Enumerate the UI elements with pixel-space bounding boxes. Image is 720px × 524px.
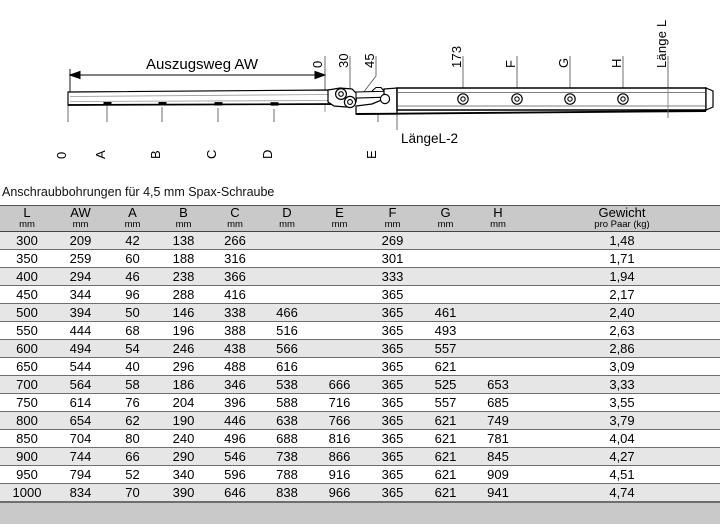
table-row [0, 448, 720, 466]
table-cell: 42 [107, 232, 158, 250]
table-cell: 488 [209, 358, 261, 376]
table-cell: 66 [107, 448, 158, 466]
table-row [0, 394, 720, 412]
col-header-f [366, 206, 419, 232]
table-cell: 550 [0, 322, 54, 340]
table-cell: 50 [107, 304, 158, 322]
table-cell: 654 [54, 412, 107, 430]
table-cell: 538 [261, 376, 313, 394]
spec-table [0, 205, 720, 502]
table-cell: 266 [209, 232, 261, 250]
table-cell: 316 [209, 250, 261, 268]
table-cell [313, 340, 366, 358]
table-cell: 646 [209, 484, 261, 502]
table-cell: 209 [54, 232, 107, 250]
table-cell: 400 [0, 268, 54, 286]
table-cell: 365 [366, 304, 419, 322]
table-cell: 54 [107, 340, 158, 358]
table-cell: 544 [54, 358, 107, 376]
table-cell: 588 [261, 394, 313, 412]
table-cell: 238 [158, 268, 209, 286]
table-row [0, 484, 720, 502]
table-cell: 269 [366, 232, 419, 250]
table-cell [419, 232, 472, 250]
table-cell: 450 [0, 286, 54, 304]
table-cell: 3,79 [524, 412, 720, 430]
table-cell [313, 268, 366, 286]
table-cell: 621 [419, 466, 472, 484]
table-cell: 900 [0, 448, 54, 466]
table-cell: 941 [472, 484, 524, 502]
table-cell: 638 [261, 412, 313, 430]
table-cell: 966 [313, 484, 366, 502]
table-row [0, 466, 720, 484]
table-cell: 1,48 [524, 232, 720, 250]
table-cell: 750 [0, 394, 54, 412]
table-cell: 294 [54, 268, 107, 286]
table-cell: 666 [313, 376, 366, 394]
table-cell: 190 [158, 412, 209, 430]
dimension-label-b: B [148, 150, 163, 159]
col-header-l [0, 206, 54, 232]
table-cell: 850 [0, 430, 54, 448]
col-header-gewicht-name: Gewicht [598, 205, 646, 220]
table-cell: 204 [158, 394, 209, 412]
dimension-label-laenge-l-2: LängeL-2 [401, 131, 459, 146]
table-cell: 68 [107, 322, 158, 340]
table-cell [472, 322, 524, 340]
table-cell: 621 [419, 448, 472, 466]
col-header-e-name: E [335, 205, 344, 220]
outer-rail [356, 88, 713, 114]
table-cell [261, 232, 313, 250]
table-cell: 52 [107, 466, 158, 484]
table-cell: 2,63 [524, 322, 720, 340]
table-cell: 700 [0, 376, 54, 394]
dimension-label-c: C [204, 149, 219, 159]
table-cell: 800 [0, 412, 54, 430]
table-row [0, 358, 720, 376]
table-cell: 3,09 [524, 358, 720, 376]
table-cell [472, 340, 524, 358]
table-cell: 288 [158, 286, 209, 304]
table-cell: 866 [313, 448, 366, 466]
table-cell: 3,33 [524, 376, 720, 394]
table-cell: 621 [419, 430, 472, 448]
table-cell: 557 [419, 394, 472, 412]
table-cell: 564 [54, 376, 107, 394]
table-cell [472, 250, 524, 268]
table-cell [261, 286, 313, 304]
table-cell: 333 [366, 268, 419, 286]
table-head [0, 206, 720, 232]
table-cell: 4,51 [524, 466, 720, 484]
table-cell [419, 286, 472, 304]
table-cell: 416 [209, 286, 261, 304]
table-cell: 650 [0, 358, 54, 376]
table-cell: 365 [366, 466, 419, 484]
table-cell: 290 [158, 448, 209, 466]
dimension-label-d: D [260, 149, 275, 159]
table-cell: 350 [0, 250, 54, 268]
table-cell: 909 [472, 466, 524, 484]
col-header-h [472, 206, 524, 232]
table-cell: 466 [261, 304, 313, 322]
dimension-label-173: 173 [449, 45, 464, 68]
table-row [0, 232, 720, 250]
table-cell: 186 [158, 376, 209, 394]
table-cell: 246 [158, 340, 209, 358]
table-cell: 493 [419, 322, 472, 340]
col-header-c [209, 206, 261, 232]
table-cell: 788 [261, 466, 313, 484]
table-cell: 365 [366, 286, 419, 304]
table-cell: 390 [158, 484, 209, 502]
table-cell [472, 268, 524, 286]
table-cell: 188 [158, 250, 209, 268]
col-header-h-unit: mm [490, 219, 506, 230]
table-cell: 2,40 [524, 304, 720, 322]
table-cell: 240 [158, 430, 209, 448]
table-cell: 525 [419, 376, 472, 394]
table-cell: 621 [419, 484, 472, 502]
table-cell [419, 250, 472, 268]
dimension-label-30: 30 [336, 53, 351, 68]
table-cell: 438 [209, 340, 261, 358]
table-cell: 653 [472, 376, 524, 394]
table-cell: 2,86 [524, 340, 720, 358]
col-header-b-name: B [179, 205, 188, 220]
col-header-l-name: L [23, 205, 31, 220]
table-footer-band [0, 502, 720, 524]
table-cell: 621 [419, 358, 472, 376]
table-cell: 338 [209, 304, 261, 322]
table-cell: 688 [261, 430, 313, 448]
table-cell: 1,94 [524, 268, 720, 286]
col-header-aw-name: AW [70, 205, 91, 220]
table-cell: 365 [366, 322, 419, 340]
table-cell [472, 358, 524, 376]
col-header-a-unit: mm [124, 219, 141, 230]
dimension-label-e: E [364, 150, 379, 159]
table-row [0, 268, 720, 286]
col-header-aw [54, 206, 107, 232]
table-cell: 749 [472, 412, 524, 430]
table-row [0, 250, 720, 268]
col-header-l-unit: mm [19, 219, 35, 230]
table-cell: 396 [209, 394, 261, 412]
table-cell: 916 [313, 466, 366, 484]
table-cell: 340 [158, 466, 209, 484]
table-cell: 516 [261, 322, 313, 340]
table-cell: 365 [366, 412, 419, 430]
table-cell [472, 286, 524, 304]
dimension-label-a: A [93, 150, 108, 159]
table-cell: 366 [209, 268, 261, 286]
table-cell: 816 [313, 430, 366, 448]
table-cell: 614 [54, 394, 107, 412]
table-cell: 494 [54, 340, 107, 358]
table-cell: 845 [472, 448, 524, 466]
table-cell: 685 [472, 394, 524, 412]
table-cell: 346 [209, 376, 261, 394]
table-cell: 40 [107, 358, 158, 376]
table-cell: 744 [54, 448, 107, 466]
table-cell: 616 [261, 358, 313, 376]
table-cell: 621 [419, 412, 472, 430]
col-header-c-unit: mm [227, 219, 243, 230]
col-header-a [107, 206, 158, 232]
table-cell: 4,04 [524, 430, 720, 448]
table-cell: 738 [261, 448, 313, 466]
col-header-e [313, 206, 366, 232]
col-header-g-name: G [440, 205, 451, 220]
table-header-row [0, 206, 720, 232]
table-row [0, 412, 720, 430]
col-header-d [261, 206, 313, 232]
col-header-g-unit: mm [437, 219, 454, 230]
table-cell: 4,74 [524, 484, 720, 502]
spec-table-container [0, 205, 720, 524]
dimension-label-0-top: 0 [310, 60, 325, 68]
table-cell: 300 [0, 232, 54, 250]
table-cell: 838 [261, 484, 313, 502]
col-header-gewicht-unit: pro Paar (kg) [594, 219, 650, 230]
table-row [0, 322, 720, 340]
col-header-f-name: F [388, 205, 397, 220]
table-cell: 296 [158, 358, 209, 376]
table-cell: 1000 [0, 484, 54, 502]
table-cell: 259 [54, 250, 107, 268]
table-cell [313, 358, 366, 376]
col-header-b-unit: mm [175, 219, 192, 230]
dimension-label-h: H [609, 58, 624, 68]
table-cell [313, 286, 366, 304]
auszugsweg-label: Auszugsweg AW [146, 56, 258, 73]
table-cell: 444 [54, 322, 107, 340]
drawing-svg [0, 0, 720, 178]
table-cell: 388 [209, 322, 261, 340]
table-cell: 365 [366, 430, 419, 448]
dimension-label-laenge-l: Länge L [654, 19, 669, 68]
table-cell: 834 [54, 484, 107, 502]
col-header-f-unit: mm [384, 219, 401, 230]
table-cell: 394 [54, 304, 107, 322]
col-header-d-unit: mm [279, 219, 295, 230]
table-cell: 365 [366, 340, 419, 358]
col-header-c-name: C [230, 205, 240, 220]
table-caption: Anschraubbohrungen für 4,5 mm Spax-Schraube [2, 185, 275, 199]
table-cell: 600 [0, 340, 54, 358]
dimension-label-45: 45 [362, 53, 377, 68]
col-header-h-name: H [493, 205, 503, 220]
table-cell: 344 [54, 286, 107, 304]
table-cell: 196 [158, 322, 209, 340]
table-cell: 446 [209, 412, 261, 430]
table-row [0, 376, 720, 394]
table-cell: 365 [366, 394, 419, 412]
table-cell: 766 [313, 412, 366, 430]
dimension-label-f: F [503, 59, 518, 68]
col-header-gewicht [524, 206, 720, 232]
table-cell: 1,71 [524, 250, 720, 268]
table-cell: 365 [366, 376, 419, 394]
table-cell: 62 [107, 412, 158, 430]
table-cell: 496 [209, 430, 261, 448]
dimension-label-0-bottom: 0 [54, 151, 69, 159]
table-cell [313, 232, 366, 250]
table-cell: 500 [0, 304, 54, 322]
technical-drawing [0, 0, 720, 178]
table-cell: 2,17 [524, 286, 720, 304]
table-cell: 138 [158, 232, 209, 250]
table-cell: 704 [54, 430, 107, 448]
dimension-label-g: G [556, 57, 571, 68]
table-cell [419, 268, 472, 286]
table-cell: 58 [107, 376, 158, 394]
table-body [0, 232, 720, 502]
col-header-a-name: A [128, 205, 137, 220]
table-row [0, 304, 720, 322]
table-cell: 596 [209, 466, 261, 484]
table-cell [261, 268, 313, 286]
table-row [0, 340, 720, 358]
table-cell: 950 [0, 466, 54, 484]
table-row [0, 430, 720, 448]
table-cell: 70 [107, 484, 158, 502]
table-cell: 794 [54, 466, 107, 484]
table-cell: 60 [107, 250, 158, 268]
table-cell: 146 [158, 304, 209, 322]
table-cell: 80 [107, 430, 158, 448]
table-cell: 96 [107, 286, 158, 304]
col-header-aw-unit: mm [72, 219, 89, 230]
table-cell: 76 [107, 394, 158, 412]
table-cell [472, 304, 524, 322]
table-cell: 301 [366, 250, 419, 268]
col-header-d-name: D [282, 205, 292, 220]
table-cell: 546 [209, 448, 261, 466]
table-cell: 4,27 [524, 448, 720, 466]
table-row [0, 286, 720, 304]
table-cell: 46 [107, 268, 158, 286]
table-cell [313, 304, 366, 322]
table-cell: 461 [419, 304, 472, 322]
table-cell: 781 [472, 430, 524, 448]
col-header-g [419, 206, 472, 232]
table-cell [261, 250, 313, 268]
table-cell: 566 [261, 340, 313, 358]
table-cell: 716 [313, 394, 366, 412]
table-cell: 557 [419, 340, 472, 358]
table-cell [313, 250, 366, 268]
table-cell: 365 [366, 358, 419, 376]
table-cell [472, 232, 524, 250]
table-cell: 365 [366, 484, 419, 502]
table-cell [313, 322, 366, 340]
table-cell: 3,55 [524, 394, 720, 412]
col-header-b [158, 206, 209, 232]
table-cell: 365 [366, 448, 419, 466]
col-header-e-unit: mm [331, 219, 348, 230]
